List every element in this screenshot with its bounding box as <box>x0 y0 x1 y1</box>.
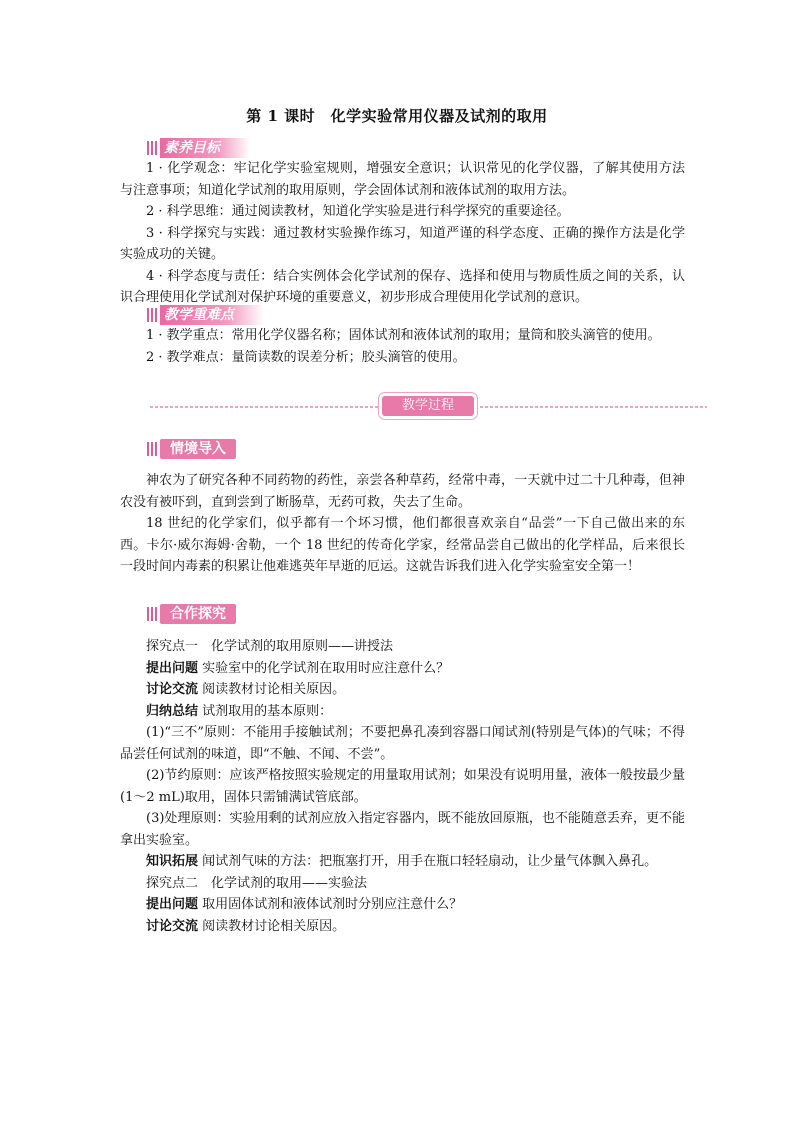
discussion-label: 讨论交流 <box>146 918 199 934</box>
heading-bars-icon <box>147 308 157 322</box>
question-1 <box>120 658 685 680</box>
intro-paragraph: 神农为了研究各种不同药物的药性，亲尝各种草药，经常中毒，一天就中过二十几种毒，但神农没有被吓到，直到尝到了断肠草，无药可救，失去了生命。 <box>120 473 685 510</box>
section-heading-explore <box>147 604 236 624</box>
explore-text <box>120 636 685 937</box>
explore-point-1: 探究点一 化学试剂的取用原则——讲授法 <box>146 639 394 654</box>
goal-item: 4 · 科学态度与责任：结合实例体会化学试剂的保存、选择和使用与物质性质之间的关系，认识合理使用化学试剂对保护环境的重要意义，初步形成合理使用化学试剂的意识。 <box>120 268 685 305</box>
summary-text: 试剂取用的基本原则： <box>202 703 333 719</box>
knowledge-extension <box>120 851 685 873</box>
question-text: 实验室中的化学试剂在取用时应注意什么？ <box>202 660 450 676</box>
knowledge-text: 闻试剂气味的方法：把瓶塞打开，用手在瓶口轻轻扇动，让少量气体飘入鼻孔。 <box>202 854 658 869</box>
heading-bars-icon <box>147 442 157 456</box>
goal-item: 3 · 科学探究与实践：通过教材实验操作练习，知道严谨的科学态度、正确的操作方法是化学实验成功的关键。 <box>120 225 685 262</box>
keypoint-item: 2 · 教学难点：量筒读数的误差分析；胶头滴管的使用。 <box>146 349 466 365</box>
discussion-label: 讨论交流 <box>146 682 199 697</box>
process-divider <box>150 396 707 418</box>
discussion-1 <box>120 679 685 701</box>
section-heading-keypoints <box>147 305 264 325</box>
intro-text <box>120 470 685 578</box>
section-heading-goals <box>147 138 250 158</box>
keypoint-item: 1 · 教学重点：常用化学仪器名称；固体试剂和液体试剂的取用；量筒和胶头滴管的使用。 <box>146 328 661 343</box>
question-label: 提出问题 <box>146 897 199 912</box>
summary-1 <box>120 701 685 723</box>
question-text: 取用固体试剂和液体试剂时分别应注意什么？ <box>202 897 463 912</box>
section-heading-intro <box>147 439 236 459</box>
question-2 <box>120 894 685 916</box>
page-title: 第 1 课时 化学实验常用仪器及试剂的取用 <box>246 107 548 125</box>
rule-item: (2)节约原则：应该严格按照实验规定的用量取用试剂；如果没有说明用量，液体一般按最少量(1～2 mL)取用，固体只需铺满试管底部。 <box>120 768 685 805</box>
goal-item: 1 · 化学观念：牢记化学实验室规则，增强安全意识；认识常见的化学仪器，了解其使用方法与注意事项；知道化学试剂的取用原则，学会固体试剂和液体试剂的取用方法。 <box>120 161 685 198</box>
keypoints-heading: 教学重难点 <box>160 305 264 325</box>
discussion-text: 阅读教材讨论相关原因。 <box>202 918 346 934</box>
process-heading: 教学过程 <box>382 396 474 416</box>
question-label: 提出问题 <box>146 660 199 676</box>
heading-bars-icon <box>147 607 157 621</box>
goals-list <box>120 158 685 309</box>
intro-heading: 情境导入 <box>160 439 236 459</box>
discussion-2 <box>120 916 685 938</box>
keypoints-list <box>120 325 685 368</box>
rule-item: (3)处理原则：实验用剩的试剂应放入指定容器内，既不能放回原瓶，也不能随意丢弃，更不能拿出实验室。 <box>120 811 685 848</box>
goals-heading: 素养目标 <box>160 138 250 158</box>
explore-point-2: 探究点二 化学试剂的取用——实验法 <box>146 875 368 891</box>
explore-heading: 合作探究 <box>160 604 236 624</box>
intro-paragraph: 18 世纪的化学家们，似乎都有一个坏习惯，他们都很喜欢亲自“品尝”一下自己做出来的东西。卡尔·威尔海姆·舍勒，一个 18 世纪的传奇化学家，经常品尝自己做出的化学样品，后来很长一段时间内毒素的积累让他难逃英年早逝的厄运。这就告诉我们进入化学实验室安全第一！ <box>120 516 685 574</box>
discussion-text: 阅读教材讨论相关原因。 <box>202 682 346 697</box>
knowledge-label: 知识拓展 <box>146 854 199 869</box>
heading-bars-icon <box>147 141 157 155</box>
summary-label: 归纳总结 <box>146 703 199 719</box>
rule-item: (1)“三不”原则：不能用手接触试剂；不要把鼻孔凑到容器口闻试剂(特别是气体)的气味；不得品尝任何试剂的味道，即“不触、不闻、不尝”。 <box>120 725 685 762</box>
goal-item: 2 · 科学思维：通过阅读教材，知道化学实验是进行科学探究的重要途径。 <box>146 204 570 219</box>
